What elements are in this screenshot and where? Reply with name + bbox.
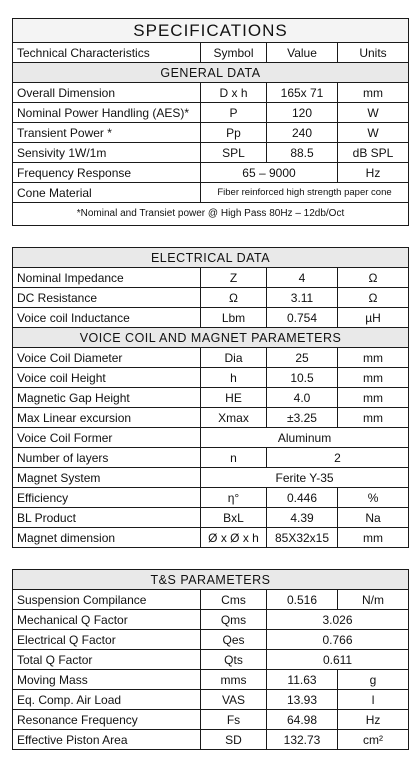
row-value: 13.93: [267, 690, 338, 710]
row-value: 0.611: [267, 650, 409, 670]
row-label: Frequency Response: [13, 163, 201, 183]
row-symbol: n: [201, 448, 267, 468]
row-value: 3.11: [267, 288, 338, 308]
column-header: Symbol: [201, 43, 267, 63]
section-title-electrical: ELECTRICAL DATA: [13, 248, 409, 268]
row-label: Resonance Frequency: [13, 710, 201, 730]
row-label: Magnet dimension: [13, 528, 201, 548]
row-value: 25: [267, 348, 338, 368]
column-header: Value: [267, 43, 338, 63]
row-symbol: mms: [201, 670, 267, 690]
row-value: 132.73: [267, 730, 338, 750]
row-label: Mechanical Q Factor: [13, 610, 201, 630]
row-label: Overall Dimension: [13, 83, 201, 103]
table-row: [13, 123, 409, 143]
column-header: Units: [338, 43, 409, 63]
row-value: 4.0: [267, 388, 338, 408]
row-label: BL Product: [13, 508, 201, 528]
table-row: [13, 163, 409, 183]
electrical-table: [12, 247, 409, 548]
row-unit: mm: [338, 348, 409, 368]
table-row: [13, 368, 409, 388]
row-label: Suspension Compilance: [13, 590, 201, 610]
table-row: [13, 288, 409, 308]
footnote: *Nominal and Transiet power @ High Pass 80Hz – 12db/Oct: [13, 203, 409, 226]
table-row: [13, 508, 409, 528]
row-label: Total Q Factor: [13, 650, 201, 670]
table-row: [13, 610, 409, 630]
table-row: [13, 308, 409, 328]
row-unit: dB SPL: [338, 143, 409, 163]
row-label: Efficiency: [13, 488, 201, 508]
row-value: 11.63: [267, 670, 338, 690]
section-title-general: GENERAL DATA: [13, 63, 409, 83]
row-label: Magnet System: [13, 468, 201, 488]
table-row: [13, 650, 409, 670]
row-value: 10.5: [267, 368, 338, 388]
table-row: [13, 143, 409, 163]
row-label: Max Linear excursion: [13, 408, 201, 428]
row-label: Voice Coil Former: [13, 428, 201, 448]
row-value: 4: [267, 268, 338, 288]
table-row: [13, 183, 409, 203]
row-value: 88.5: [267, 143, 338, 163]
row-value: 240: [267, 123, 338, 143]
row-unit: g: [338, 670, 409, 690]
table-row: [13, 590, 409, 610]
row-label: Cone Material: [13, 183, 201, 203]
row-symbol: Pp: [201, 123, 267, 143]
row-symbol: Fs: [201, 710, 267, 730]
row-unit: mm: [338, 368, 409, 388]
table-row: [13, 528, 409, 548]
row-symbol: Dia: [201, 348, 267, 368]
row-unit: N/m: [338, 590, 409, 610]
table-row: [13, 83, 409, 103]
table-row: [13, 103, 409, 123]
row-value: 0.754: [267, 308, 338, 328]
table-row: [13, 730, 409, 750]
row-unit: %: [338, 488, 409, 508]
row-unit: Ω: [338, 288, 409, 308]
table-row: [13, 630, 409, 650]
table-row: [13, 348, 409, 368]
row-symbol: HE: [201, 388, 267, 408]
row-label: Sensivity 1W/1m: [13, 143, 201, 163]
row-value: Aluminum: [201, 428, 409, 448]
row-unit: cm²: [338, 730, 409, 750]
row-value: 0.766: [267, 630, 409, 650]
table-row: [13, 388, 409, 408]
table-row: [13, 690, 409, 710]
row-label: Magnetic Gap Height: [13, 388, 201, 408]
row-value: 4.39: [267, 508, 338, 528]
row-value: ±3.25: [267, 408, 338, 428]
row-symbol: Ω: [201, 288, 267, 308]
row-label: Eq. Comp. Air Load: [13, 690, 201, 710]
row-label: Number of layers: [13, 448, 201, 468]
table-row: [13, 468, 409, 488]
row-value: 165x 71: [267, 83, 338, 103]
row-value: 120: [267, 103, 338, 123]
row-label: Voice coil Height: [13, 368, 201, 388]
row-value: 85X32x15: [267, 528, 338, 548]
row-symbol: Lbm: [201, 308, 267, 328]
table-row: [13, 670, 409, 690]
row-symbol: SD: [201, 730, 267, 750]
row-symbol: Qes: [201, 630, 267, 650]
row-label: Nominal Impedance: [13, 268, 201, 288]
row-symbol: VAS: [201, 690, 267, 710]
row-symbol: Z: [201, 268, 267, 288]
row-unit: Hz: [338, 710, 409, 730]
row-unit: mm: [338, 408, 409, 428]
row-symbol: D x h: [201, 83, 267, 103]
table-row: [13, 488, 409, 508]
table-row: [13, 428, 409, 448]
specifications-table: [12, 18, 409, 226]
row-value: Ferite Y-35: [201, 468, 409, 488]
column-header-row: [13, 43, 409, 63]
row-label: DC Resistance: [13, 288, 201, 308]
row-unit: mm: [338, 528, 409, 548]
row-unit: mm: [338, 388, 409, 408]
table-row: [13, 408, 409, 428]
table-row: [13, 448, 409, 468]
row-symbol: BxL: [201, 508, 267, 528]
row-symbol: η°: [201, 488, 267, 508]
ts-parameters-table: [12, 569, 409, 750]
specifications-title: SPECIFICATIONS: [13, 19, 409, 43]
row-value: 2: [267, 448, 409, 468]
row-label: Electrical Q Factor: [13, 630, 201, 650]
row-value: 64.98: [267, 710, 338, 730]
row-label: Nominal Power Handling (AES)*: [13, 103, 201, 123]
table-row: [13, 268, 409, 288]
row-value: 65 – 9000: [201, 163, 338, 183]
row-symbol: Ø x Ø x h: [201, 528, 267, 548]
section-title-voice-coil: VOICE COIL AND MAGNET PARAMETERS: [13, 328, 409, 348]
row-unit: Hz: [338, 163, 409, 183]
row-value: 0.446: [267, 488, 338, 508]
row-unit: µH: [338, 308, 409, 328]
row-unit: mm: [338, 83, 409, 103]
row-label: Voice coil Inductance: [13, 308, 201, 328]
row-value: 3.026: [267, 610, 409, 630]
row-symbol: SPL: [201, 143, 267, 163]
row-symbol: P: [201, 103, 267, 123]
row-label: Effective Piston Area: [13, 730, 201, 750]
column-header: Technical Characteristics: [13, 43, 201, 63]
row-symbol: Qms: [201, 610, 267, 630]
row-value: Fiber reinforced high strength paper cone: [201, 183, 409, 203]
row-unit: W: [338, 103, 409, 123]
section-title-ts: T&S PARAMETERS: [13, 570, 409, 590]
row-symbol: Xmax: [201, 408, 267, 428]
row-symbol: h: [201, 368, 267, 388]
row-symbol: Cms: [201, 590, 267, 610]
table-row: [13, 710, 409, 730]
row-symbol: Qts: [201, 650, 267, 670]
row-unit: l: [338, 690, 409, 710]
row-unit: W: [338, 123, 409, 143]
row-label: Voice Coil Diameter: [13, 348, 201, 368]
row-label: Moving Mass: [13, 670, 201, 690]
row-label: Transient Power *: [13, 123, 201, 143]
row-unit: Na: [338, 508, 409, 528]
row-unit: Ω: [338, 268, 409, 288]
row-value: 0.516: [267, 590, 338, 610]
